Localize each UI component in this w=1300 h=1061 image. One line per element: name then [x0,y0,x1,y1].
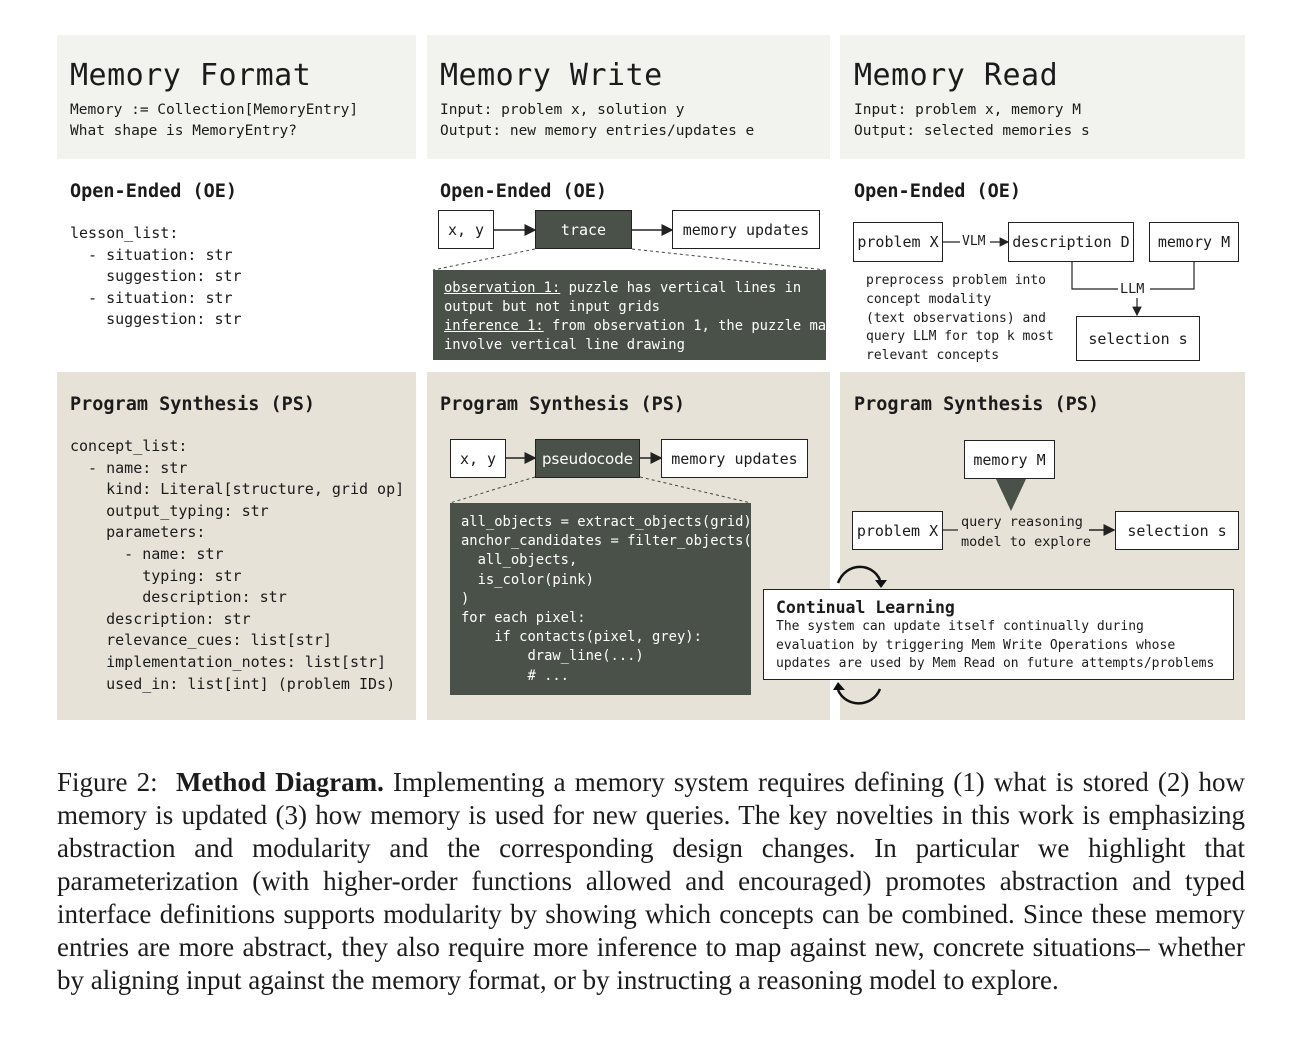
continual-learning-title: Continual Learning [776,598,955,617]
write-ps-label: Program Synthesis (PS) [440,394,686,415]
continual-learning-box [763,589,1234,680]
caption-bold: Method Diagram. [175,767,384,797]
format-title: Memory Format [70,58,312,93]
inference-label: inference 1: [444,318,544,334]
read-oe-problem-box: problem X [853,222,943,262]
write-ps-pseudocode-box: pseudocode [535,439,640,478]
read-ps-label: Program Synthesis (PS) [854,394,1100,415]
read-oe-label: Open-Ended (OE) [854,181,1022,202]
write-oe-trace-details [433,270,835,360]
inference-text: from observation 1, the puzzle may involve vertical line drawing [444,318,835,353]
read-oe-memory-box: memory M [1149,222,1239,262]
observation-text: puzzle has vertical lines in output but not input grids [444,280,802,315]
format-subtitle-1: Memory := Collection[MemoryEntry] [70,102,359,118]
write-subtitle-1: Input: problem x, solution y [440,102,685,118]
read-ps-selection-box: selection s [1115,511,1239,550]
observation-label: observation 1: [444,280,561,296]
caption-prefix: Figure 2: [57,767,176,797]
read-subtitle-2: Output: selected memories s [854,123,1090,139]
write-oe-output-box: memory updates [672,210,820,249]
write-oe-trace-box: trace [535,210,632,249]
read-ps-problem-box: problem X [852,511,943,550]
write-title: Memory Write [440,58,663,93]
read-oe-selection-box: selection s [1076,316,1200,361]
format-oe-label: Open-Ended (OE) [70,181,238,202]
format-ps-code: concept_list: - name: str kind: Literal[structure, grid op] output_typing: str parameters: - name: str typing: str description: str description: str relevance_cues: list[str] implementation_notes: list[str] used_in: list[int] (problem IDs) [70,437,405,693]
read-ps-memory-box: memory M [964,440,1055,479]
format-oe-code: lesson_list: - situation: str suggestion: str - situation: str suggestion: str [70,224,242,329]
write-subtitle-2: Output: new memory entries/updates e [440,123,755,139]
format-ps-label: Program Synthesis (PS) [70,394,316,415]
write-oe-label: Open-Ended (OE) [440,181,608,202]
caption-text: Implementing a memory system requires defining (1) what is stored (2) how memory is updated (3) how memory is used for new queries. The key novelties in this work is emphasizing abstraction and modularity and the corresponding design changes. In particular we highlight that parameterization (with higher-order functions allowed and encouraged) promotes abstraction and typed interface definitions supports modularity by showing which concepts can be combined. Since these memory entries are more abstract, they also require more inference to map against new, concrete situations– whether by aligning input against the memory format, or by instructing a reasoning model to explore. [57,767,1246,995]
read-oe-description-box: description D [1008,222,1134,262]
read-ps-query-note: query reasoning model to explore [961,514,1092,550]
read-subtitle-1: Input: problem x, memory M [854,102,1081,118]
write-oe-input-box: x, y [438,210,494,249]
write-ps-pseudocode-details: all_objects = extract_objects(grid) anchor_candidates = filter_objects( all_objects, is_color(pink) ) for each pixel: if contacts(pixel, grey): draw_line(...) # ... [450,503,751,695]
read-title: Memory Read [854,58,1059,93]
figure-caption [57,766,1245,997]
write-ps-output-box: memory updates [661,439,808,478]
read-oe-note: preprocess problem into concept modality (text observations) and query LLM for top k most relevant concepts [866,273,1054,364]
vlm-label: VLM [962,234,986,249]
format-subtitle-2: What shape is MemoryEntry? [70,123,297,139]
continual-learning-text: The system can update itself continually during evaluation by triggering Mem Write Operations whose updates are used by Mem Read on future attempts/problems [776,619,1215,672]
write-ps-input-box: x, y [450,439,506,478]
llm-label: LLM [1120,281,1145,297]
